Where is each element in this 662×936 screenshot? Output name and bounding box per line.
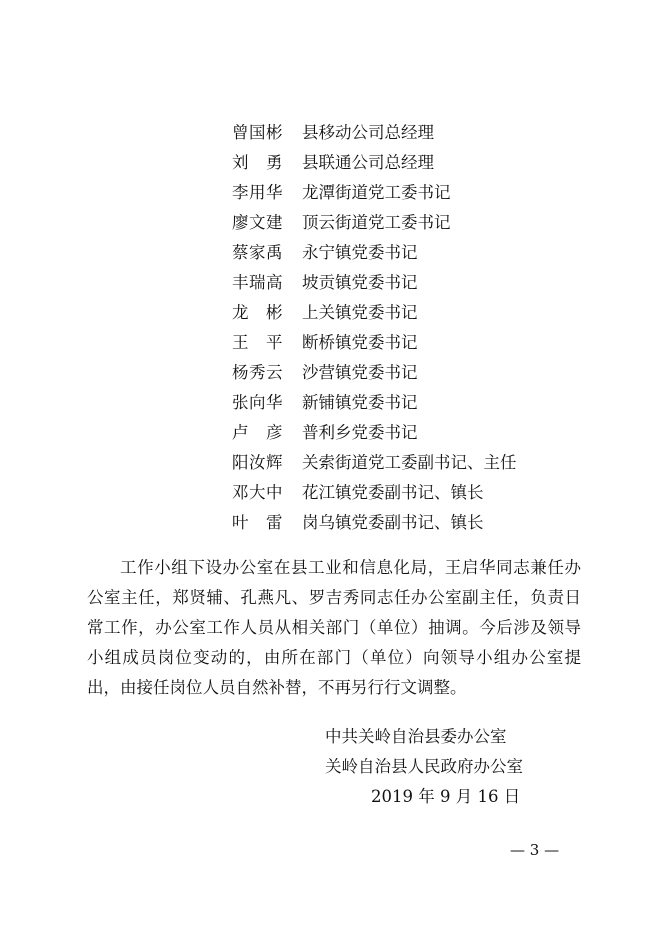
member-row [232, 208, 572, 238]
member-row [232, 268, 572, 298]
member-name: 李用华 [232, 183, 283, 202]
signature-org-government: 关岭自治县人民政府办公室 [325, 757, 523, 776]
member-row [232, 118, 572, 148]
signature-block [325, 722, 565, 812]
member-name: 张向华 [232, 393, 283, 412]
member-row [232, 478, 572, 508]
member-row [232, 148, 572, 178]
signature-date: 2019 年 9 月 16 日 [371, 787, 521, 806]
member-title: 沙营镇党委书记 [302, 363, 418, 382]
member-name: 卢 彦 [232, 423, 283, 442]
member-row [232, 418, 572, 448]
member-name: 曾国彬 [232, 123, 283, 142]
member-list [232, 118, 572, 538]
member-title: 关索街道党工委副书记、主任 [302, 453, 517, 472]
member-row [232, 508, 572, 538]
member-name: 龙 彬 [232, 303, 283, 322]
member-name: 王 平 [232, 333, 283, 352]
member-name: 阳汝辉 [232, 453, 283, 472]
member-title: 县移动公司总经理 [302, 123, 434, 142]
member-title: 顶云街道党工委书记 [302, 213, 451, 232]
member-row [232, 238, 572, 268]
signature-org-party: 中共关岭自治县委办公室 [325, 727, 507, 746]
member-title: 上关镇党委书记 [302, 303, 418, 322]
member-row [232, 358, 572, 388]
member-title: 普利乡党委书记 [302, 423, 418, 442]
member-name: 刘 勇 [232, 153, 283, 172]
member-name: 蔡家禹 [232, 243, 283, 262]
member-name: 杨秀云 [232, 363, 283, 382]
member-row [232, 328, 572, 358]
member-title: 龙潭街道党工委书记 [302, 183, 451, 202]
member-name: 廖文建 [232, 213, 283, 232]
member-title: 永宁镇党委书记 [302, 243, 418, 262]
member-row [232, 178, 572, 208]
member-title: 花江镇党委副书记、镇长 [302, 483, 484, 502]
office-paragraph: 工作小组下设办公室在县工业和信息化局，王启华同志兼任办公室主任，郑贤辅、孔燕凡、罗吉秀同志任办公室副主任，负责日常工作，办公室工作人员从相关部门（单位）抽调。今后涉及领导小组成员岗位变动的，由所在部门（单位）向领导小组办公室提出，由接任岗位人员自然补替，不再另行行文调整。 [87, 557, 581, 697]
member-row [232, 388, 572, 418]
member-title: 断桥镇党委书记 [302, 333, 418, 352]
member-row [232, 298, 572, 328]
member-title: 岗乌镇党委副书记、镇长 [302, 513, 484, 532]
member-name: 邓大中 [232, 483, 283, 502]
member-row [232, 448, 572, 478]
member-title: 新铺镇党委书记 [302, 393, 418, 412]
page-number: — 3 — [510, 841, 560, 859]
member-title: 县联通公司总经理 [302, 153, 434, 172]
member-title: 坡贡镇党委书记 [302, 273, 418, 292]
member-name: 叶 雷 [232, 513, 283, 532]
member-name: 丰瑞高 [232, 273, 283, 292]
